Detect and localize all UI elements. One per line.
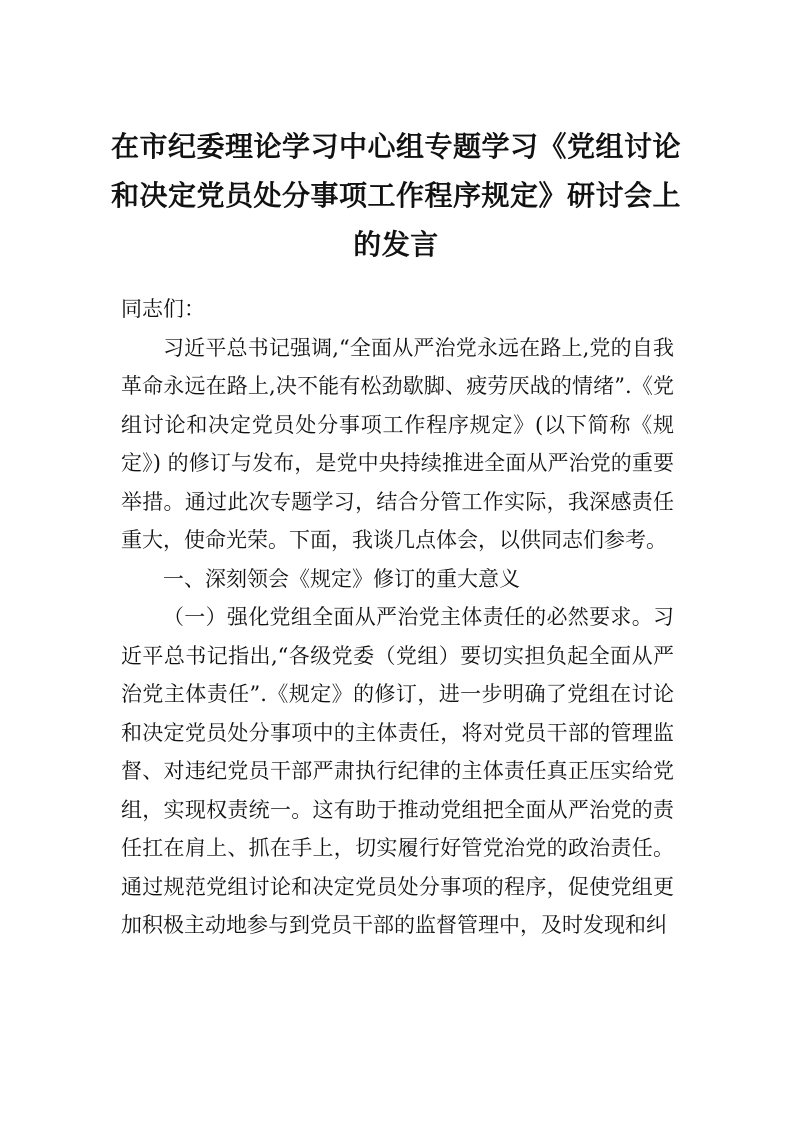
salutation: 同志们：: [121, 297, 205, 321]
document-title: 在市纪委理论学习中心组专题学习《党组讨论和决定党员处分事项工作程序规定》研讨会上的发言: [110, 130, 681, 261]
body-paragraph: 习近平总书记强调,“全面从严治党永远在路上,党的自我革命永远在路上,决不能有松劲歇脚、疲劳厌战的情绪”.《党组讨论和决定党员处分事项工作程序规定》(以下简称《规定》) 的修订与发布，是党中央持续推进全面从严治党的重要举措。通过此次专题学习，结合分管工作实际，我深感责任重大，使命光荣。下面，我谈几点体会，以供同志们参考。: [121, 335, 674, 552]
body-paragraph: （一）强化党组全面从严治党主体责任的必然要求。习近平总书记指出,“各级党委（党组）要切实担负起全面从严治党主体责任”.《规定》的修订，进一步明确了党组在讨论和决定党员处分事项中的主体责任，将对党员干部的管理监督、对违纪党员干部严肃执行纪律的主体责任真正压实给党组，实现权责统一。这有助于推动党组把全面从严治党的责任扛在肩上、抓在手上，切实履行好管党治党的政治责任。通过规范党组讨论和决定党员处分事项的程序，促使党组更加积极主动地参与到党员干部的监督管理中，及时发现和纠: [121, 605, 674, 937]
document-body: [121, 290, 674, 945]
section-heading: 一、深刻领会《规定》修订的重大意义: [163, 566, 520, 591]
